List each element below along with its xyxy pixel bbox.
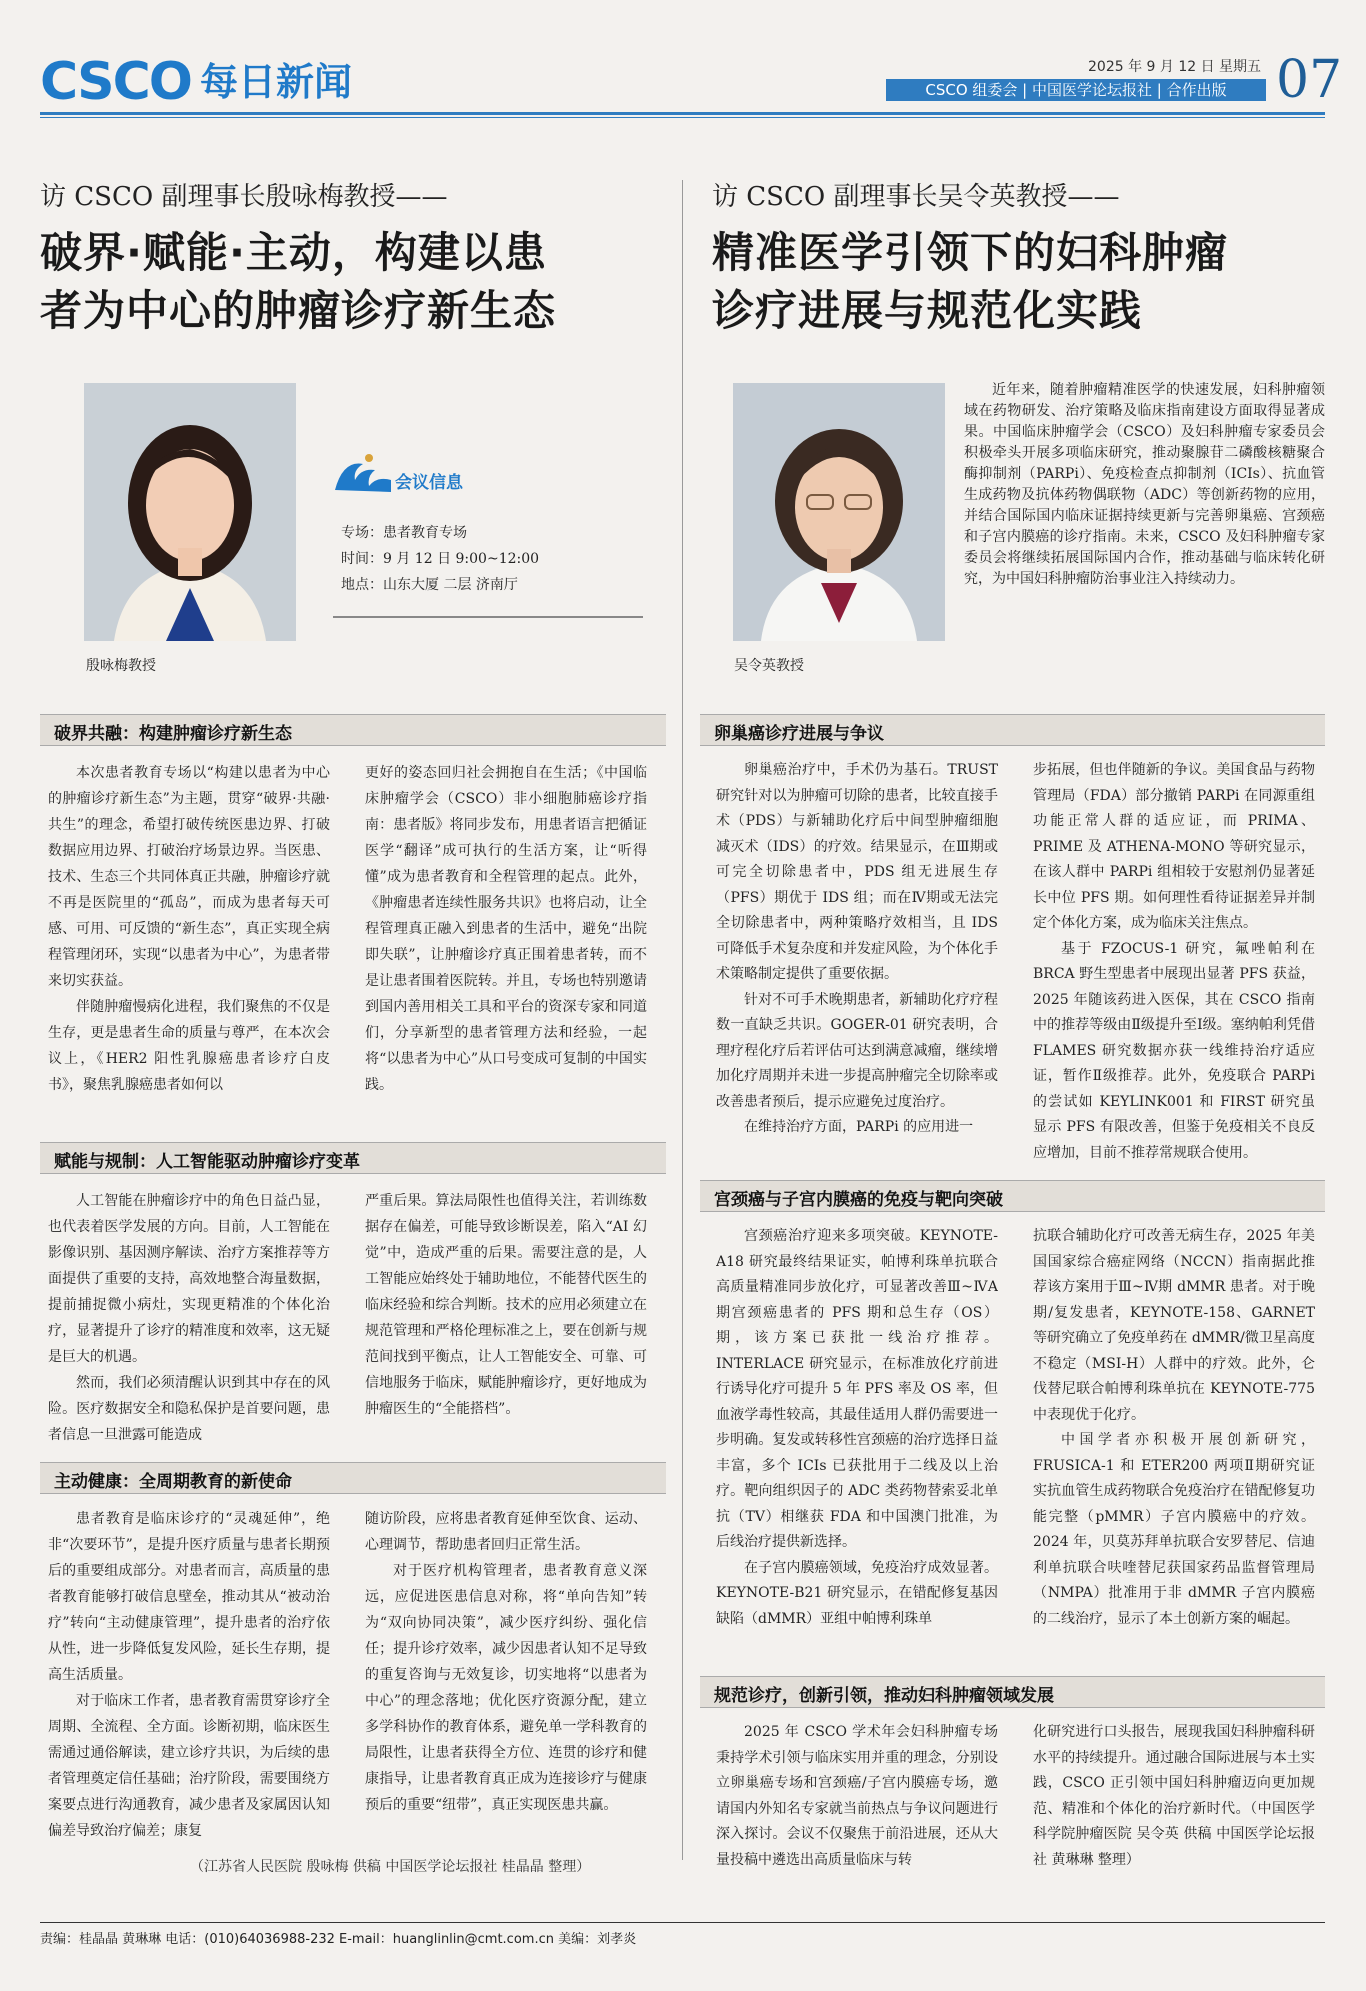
right-section1-header [700, 714, 1325, 746]
portrait-image [733, 383, 945, 641]
right-subtitle: 访 CSCO 副理事长吴令英教授—— [712, 182, 1120, 212]
right-headline-line1: 精准医学引领下的妇科肿瘤 [712, 228, 1229, 277]
left-section1-title: 破界共融：构建肿瘤诊疗新生态 [54, 724, 292, 744]
paragraph: 对于临床工作者，患者教育需贯穿诊疗全周期、全流程、全方面。诊断初期，临床医生需通过通俗解读，建立诊疗共识，为后续的患者管理奠定信任基础；治疗阶段，需要围绕方案要点进行沟通教育，减少患者及家属因认知偏差导致治疗偏差；康复 [48, 1693, 330, 1839]
paragraph: 化研究进行口头报告，展现我国妇科肿瘤科研水平的持续提升。通过融合国际进展与本土实践，CSCO 正引领中国妇科肿瘤迈向更加规范、精准和个体化的治疗新时代。（中国医学科学院肿瘤医院 吴令英 供稿 中国医学论坛报社 黄琳琳 整理） [1033, 1724, 1315, 1868]
paragraph: 严重后果。算法局限性也值得关注，若训练数据存在偏差，可能导致诊断误差，陷入“AI 幻觉”中，造成严重的后果。需要注意的是，人工智能应始终处于辅助地位，不能替代医生的临床经验和综合判断。技术的应用必须建立在规范管理和严格伦理标准之上，要在创新与规范间找到平衡点，让人工智能安全、可靠、可信地服务于临床，赋能肿瘤诊疗，更好地成为肿瘤医生的“全能搭档”。 [365, 1193, 647, 1417]
masthead-rule-thin [40, 117, 1325, 118]
paragraph: 基于 FZOCUS-1 研究，氟唑帕利在 BRCA 野生型患者中展现出显著 PFS 获益，2025 年随该药进入医保，其在 CSCO 指南中的推荐等级由Ⅱ级提升至Ⅰ级。塞纳帕利凭借 FLAMES 研究数据亦获一线维持治疗适应证，暂作Ⅱ级推荐。此外，免疫联合 PARPi 的尝试如 KEYLINK001 和 FIRST 研究虽显示 PFS 有限改善，但鉴于免疫相关不良反应增加，目前不推荐常规联合使用。 [1033, 940, 1315, 1161]
meeting-info-title: 会议信息 [395, 473, 463, 493]
paragraph: 宫颈癌治疗迎来多项突破。KEYNOTE-A18 研究最终结果证实，帕博利珠单抗联合高质量精准同步放化疗，可显著改善Ⅲ~ⅣA 期宫颈癌患者的 PFS 期和总生存（OS）期，该方案已获批一线治疗推荐。INTERLACE 研究显示，在标准放化疗前进行诱导化疗可提升 5 年 PFS 率及 OS 率，但血液学毒性较高，其最佳适用人群仍需要进一步明确。复发或转移性宫颈癌的治疗选择日益丰富，多个 ICIs 已获批用于二线及以上治疗。靶向组织因子的 ADC 类药物替索妥北单抗（TV）相继获 FDA 和中国澳门批准，为后线治疗提供新选择。 [716, 1228, 998, 1550]
paragraph: 在维持治疗方面，PARPi 的应用进一 [744, 1119, 974, 1135]
left-section3-title: 主动健康：全周期教育的新使命 [54, 1472, 292, 1492]
left-section1-header [40, 714, 666, 746]
paragraph: 2025 年 CSCO 学术年会妇科肿瘤专场秉持学术引领与临床实用并重的理念，分别设立卵巢癌专场和宫颈癌/子宫内膜癌专场，邀请国内外知名专家就当前热点与争议问题进行深入探讨。会议不仅聚焦于前沿进展，还从大量投稿中遴选出高质量临床与转 [716, 1724, 998, 1868]
left-article-header [40, 180, 645, 340]
right-section1-col2 [1033, 758, 1315, 1168]
meeting-info-rule [333, 616, 643, 618]
left-section3-header [40, 1462, 666, 1494]
paragraph: 患者教育是临床诊疗的“灵魂延伸”，绝非“次要环节”，是提升医疗质量与患者长期预后的重要组成部分。对患者而言，高质量的患者教育能够打破信息壁垒，推动其从“被动治疗”转向“主动健康管理”，提升患者的治疗依从性，进一步降低复发风险，延长生存期，提高生活质量。 [48, 1511, 330, 1683]
right-section3-title: 规范诊疗，创新引领，推动妇科肿瘤领域发展 [714, 1686, 1054, 1706]
issue-date: 2025 年 9 月 12 日 星期五 [1088, 59, 1262, 75]
paragraph: 本次患者教育专场以“构建以患者为中心的肿瘤诊疗新生态”为主题，贯穿“破界·共融·共生”的理念，希望打破传统医患边界、打破数据应用边界、打破治疗场景边界。当医患、技术、生态三个共同体真正共融，肿瘤诊疗就不再是医院里的“孤岛”，而成为患者每天可感、可用、可反馈的“新生态”，真正实现全病程管理闭环，实现“以患者为中心”，为患者带来切实获益。 [48, 765, 330, 989]
right-section1-title: 卵巢癌诊疗进展与争议 [714, 724, 884, 744]
right-section2-title: 宫颈癌与子宫内膜癌的免疫与靶向突破 [714, 1190, 1003, 1210]
meeting-info-box [333, 450, 643, 620]
editor-footer: 责编：桂晶晶 黄琳琳 电话：(010)64036988-232 E-mail：huanglinlin@cmt.com.cn 美编：刘孝炎 [40, 1932, 637, 1947]
page-number: 07 [1276, 50, 1343, 110]
left-portrait-caption: 殷咏梅教授 [86, 658, 156, 674]
paragraph: 然而，我们必须清醒认识到其中存在的风险。医疗数据安全和隐私保护是首要问题，患者信息一旦泄露可能造成 [48, 1375, 330, 1443]
right-headline [712, 224, 1317, 340]
wave-icon [333, 450, 393, 494]
paragraph: 卵巢癌治疗中，手术仍为基石。TRUST 研究针对以为肿瘤可切除的患者，比较直接手术（PDS）与新辅助化疗后中间型肿瘤细胞减灭术（IDS）的疗效。结果显示，在Ⅲ期或可完全切除患者中，PDS 组无进展生存（PFS）期优于 IDS 组；而在Ⅳ期或无法完全切除患者中，两种策略疗效相当，且 IDS 可降低手术复杂度和并发症风险，为个体化手术策略制定提供了重要依据。 [716, 762, 998, 982]
right-section3-col1 [716, 1720, 998, 1880]
right-section2-col2 [1033, 1224, 1315, 1660]
left-headline-line2: 者为中心的肿瘤诊疗新生态 [40, 286, 557, 335]
column-divider [682, 180, 683, 1860]
left-section2-col1 [48, 1188, 330, 1448]
paragraph: 对于医疗机构管理者，患者教育意义深远，应促进医患信息对称，将“单向告知”转为“双向协同决策”，减少医疗纠纷、强化信任；提升诊疗效率，减少因患者认知不足导致的重复咨询与无效复诊，切实地将“以患者为中心”的理念落地；优化医疗资源分配，建立多学科协作的教育体系，避免单一学科教育的局限性，让患者获得全方位、连贯的诊疗和健康指导，让患者教育真正成为连接诊疗与健康预后的重要“纽带”，真正实现医患共赢。 [365, 1563, 647, 1813]
paragraph: 针对不可手术晚期患者，新辅助化疗疗程数一直缺乏共识。GOGER-01 研究表明，合理疗程化疗后若评估可达到满意减瘤，继续增加化疗周期并未进一步提高肿瘤完全切除率或改善患者预后，提示应避免过度治疗。 [716, 991, 998, 1110]
left-headline-line1: 破界·赋能·主动，构建以患 [40, 228, 547, 277]
publisher-bar: CSCO 组委会 | 中国医学论坛报社 | 合作出版 [886, 79, 1266, 101]
right-article-header [712, 180, 1317, 340]
paragraph: 在子宫内膜癌领域，免疫治疗成效显著。KEYNOTE-B21 研究显示，在错配修复基因缺陷（dMMR）亚组中帕博利珠单 [716, 1559, 998, 1627]
right-headline-line2: 诊疗进展与规范化实践 [712, 286, 1143, 335]
portrait-image [84, 383, 296, 641]
left-section3-col2 [365, 1506, 647, 1844]
paragraph: 人工智能在肿瘤诊疗中的角色日益凸显，也代表着医学发展的方向。目前，人工智能在影像识别、基因测序解读、治疗方案推荐等方面提供了重要的支持，高效地整合海量数据，提前捕捉微小病灶，实现更精准的个体化治疗，显著提升了诊疗的精准度和效率，这无疑是巨大的机遇。 [48, 1193, 330, 1365]
paragraph: 更好的姿态回归社会拥抱自在生活；《中国临床肿瘤学会（CSCO）非小细胞肺癌诊疗指南：患者版》将同步发布，用患者语言把循证医学“翻译”成可执行的生活方案，让“听得懂”成为患者教育和全程管理的起点。此外，《肿瘤患者连续性服务共识》也将启动，让全程管理真正融入到患者的生活中，避免“出院即失联”，让肿瘤诊疗真正围着患者转，而不是让患者围着医院转。并且，专场也特别邀请到国内善用相关工具和平台的资深专家和同道们，分享新型的患者管理方法和经验，一起将“以患者为中心”从口号变成可复制的中国实践。 [365, 765, 647, 1093]
left-headline [40, 224, 645, 340]
left-section1-col1 [48, 760, 330, 1124]
paragraph: 随访阶段，应将患者教育延伸至饮食、运动、心理调节，帮助患者回归正常生活。 [365, 1511, 647, 1553]
newspaper-title: 每日新闻 [200, 60, 353, 104]
portrait-yin-yongmei [84, 383, 296, 641]
paragraph: 中国学者亦积极开展创新研究，FRUSICA-1 和 ETER200 两项Ⅱ期研究证实抗血管生成药物联合免疫治疗在错配修复功能完整（pMMR）子宫内膜癌中的疗效。2024 年，贝莫苏拜单抗联合安罗替尼、信迪利单抗联合呋喹替尼获国家药品监督管理局（NMPA）批准用于非 dMMR 子宫内膜癌的二线治疗，显示了本土创新方案的崛起。 [1033, 1432, 1315, 1627]
right-section1-col1 [716, 758, 998, 1168]
paragraph: 抗联合辅助化疗可改善无病生存，2025 年美国国家综合癌症网络（NCCN）指南据此推荐该方案用于Ⅲ~Ⅳ期 dMMR 患者。对于晚期/复发患者，KEYNOTE-158、GARNET 等研究确立了免疫单药在 dMMR/微卫星高度不稳定（MSI-H）人群中的疗效。此外，仑伐替尼联合帕博利珠单抗在 KEYNOTE-775 中表现优于化疗。 [1033, 1228, 1315, 1423]
meeting-time: 时间：9 月 12 日 9:00~12:00 [341, 551, 540, 567]
meeting-place: 地点：山东大厦 二层 济南厅 [341, 577, 518, 593]
left-section2-header [40, 1142, 666, 1174]
right-intro: 近年来，随着肿瘤精准医学的快速发展，妇科肿瘤领域在药物研发、治疗策略及临床指南建设方面取得显著成果。中国临床肿瘤学会（CSCO）及妇科肿瘤专家委员会积极牵头开展多项临床研究，推动聚腺苷二磷酸核糖聚合酶抑制剂（PARPi）、免疫检查点抑制剂（ICIs）、抗血管生成药物及抗体药物偶联物（ADC）等创新药物的应用，并结合国际国内临床证据持续更新与完善卵巢癌、宫颈癌和子宫内膜癌的诊疗指南。未来，CSCO 及妇科肿瘤专家委员会将继续拓展国际国内合作，推动基础与临床转化研究，为中国妇科肿瘤防治事业注入持续动力。 [964, 382, 1325, 587]
right-section2-header [700, 1180, 1325, 1212]
meeting-venue: 专场：患者教育专场 [341, 525, 467, 541]
masthead-rule [40, 112, 1325, 115]
left-section2-title: 赋能与规制：人工智能驱动肿瘤诊疗变革 [54, 1152, 360, 1172]
left-section1-col2 [365, 760, 647, 1124]
right-section2-col1 [716, 1224, 998, 1660]
paragraph: 伴随肿瘤慢病化进程，我们聚焦的不仅是生存，更是患者生命的质量与尊严，在本次会议上，《HER2 阳性乳腺癌患者诊疗白皮书》，聚焦乳腺癌患者如何以 [48, 999, 330, 1093]
portrait-wu-lingying [733, 383, 945, 641]
footer-rule [40, 1922, 1325, 1923]
right-portrait-caption: 吴令英教授 [734, 658, 804, 674]
right-section3-header [700, 1676, 1325, 1708]
left-subtitle: 访 CSCO 副理事长殷咏梅教授—— [40, 182, 448, 212]
left-credit: （江苏省人民医院 殷咏梅 供稿 中国医学论坛报社 桂晶晶 整理） [190, 1859, 591, 1875]
left-section3-col1 [48, 1506, 330, 1844]
masthead [40, 50, 1343, 112]
paragraph: 步拓展，但也伴随新的争议。美国食品与药物管理局（FDA）部分撤销 PARPi 在同源重组功能正常人群的适应证，而 PRIMA、PRIME 及 ATHENA-MONO 等研究显示，在该人群中 PARPi 组相较于安慰剂仍显著延长中位 PFS 期。如何理性看待证据差异并制定个体化方案，成为临床关注焦点。 [1033, 762, 1315, 931]
csco-logo: CSCO [40, 52, 191, 112]
left-section2-col2 [365, 1188, 647, 1448]
right-section3-col2 [1033, 1720, 1315, 1880]
